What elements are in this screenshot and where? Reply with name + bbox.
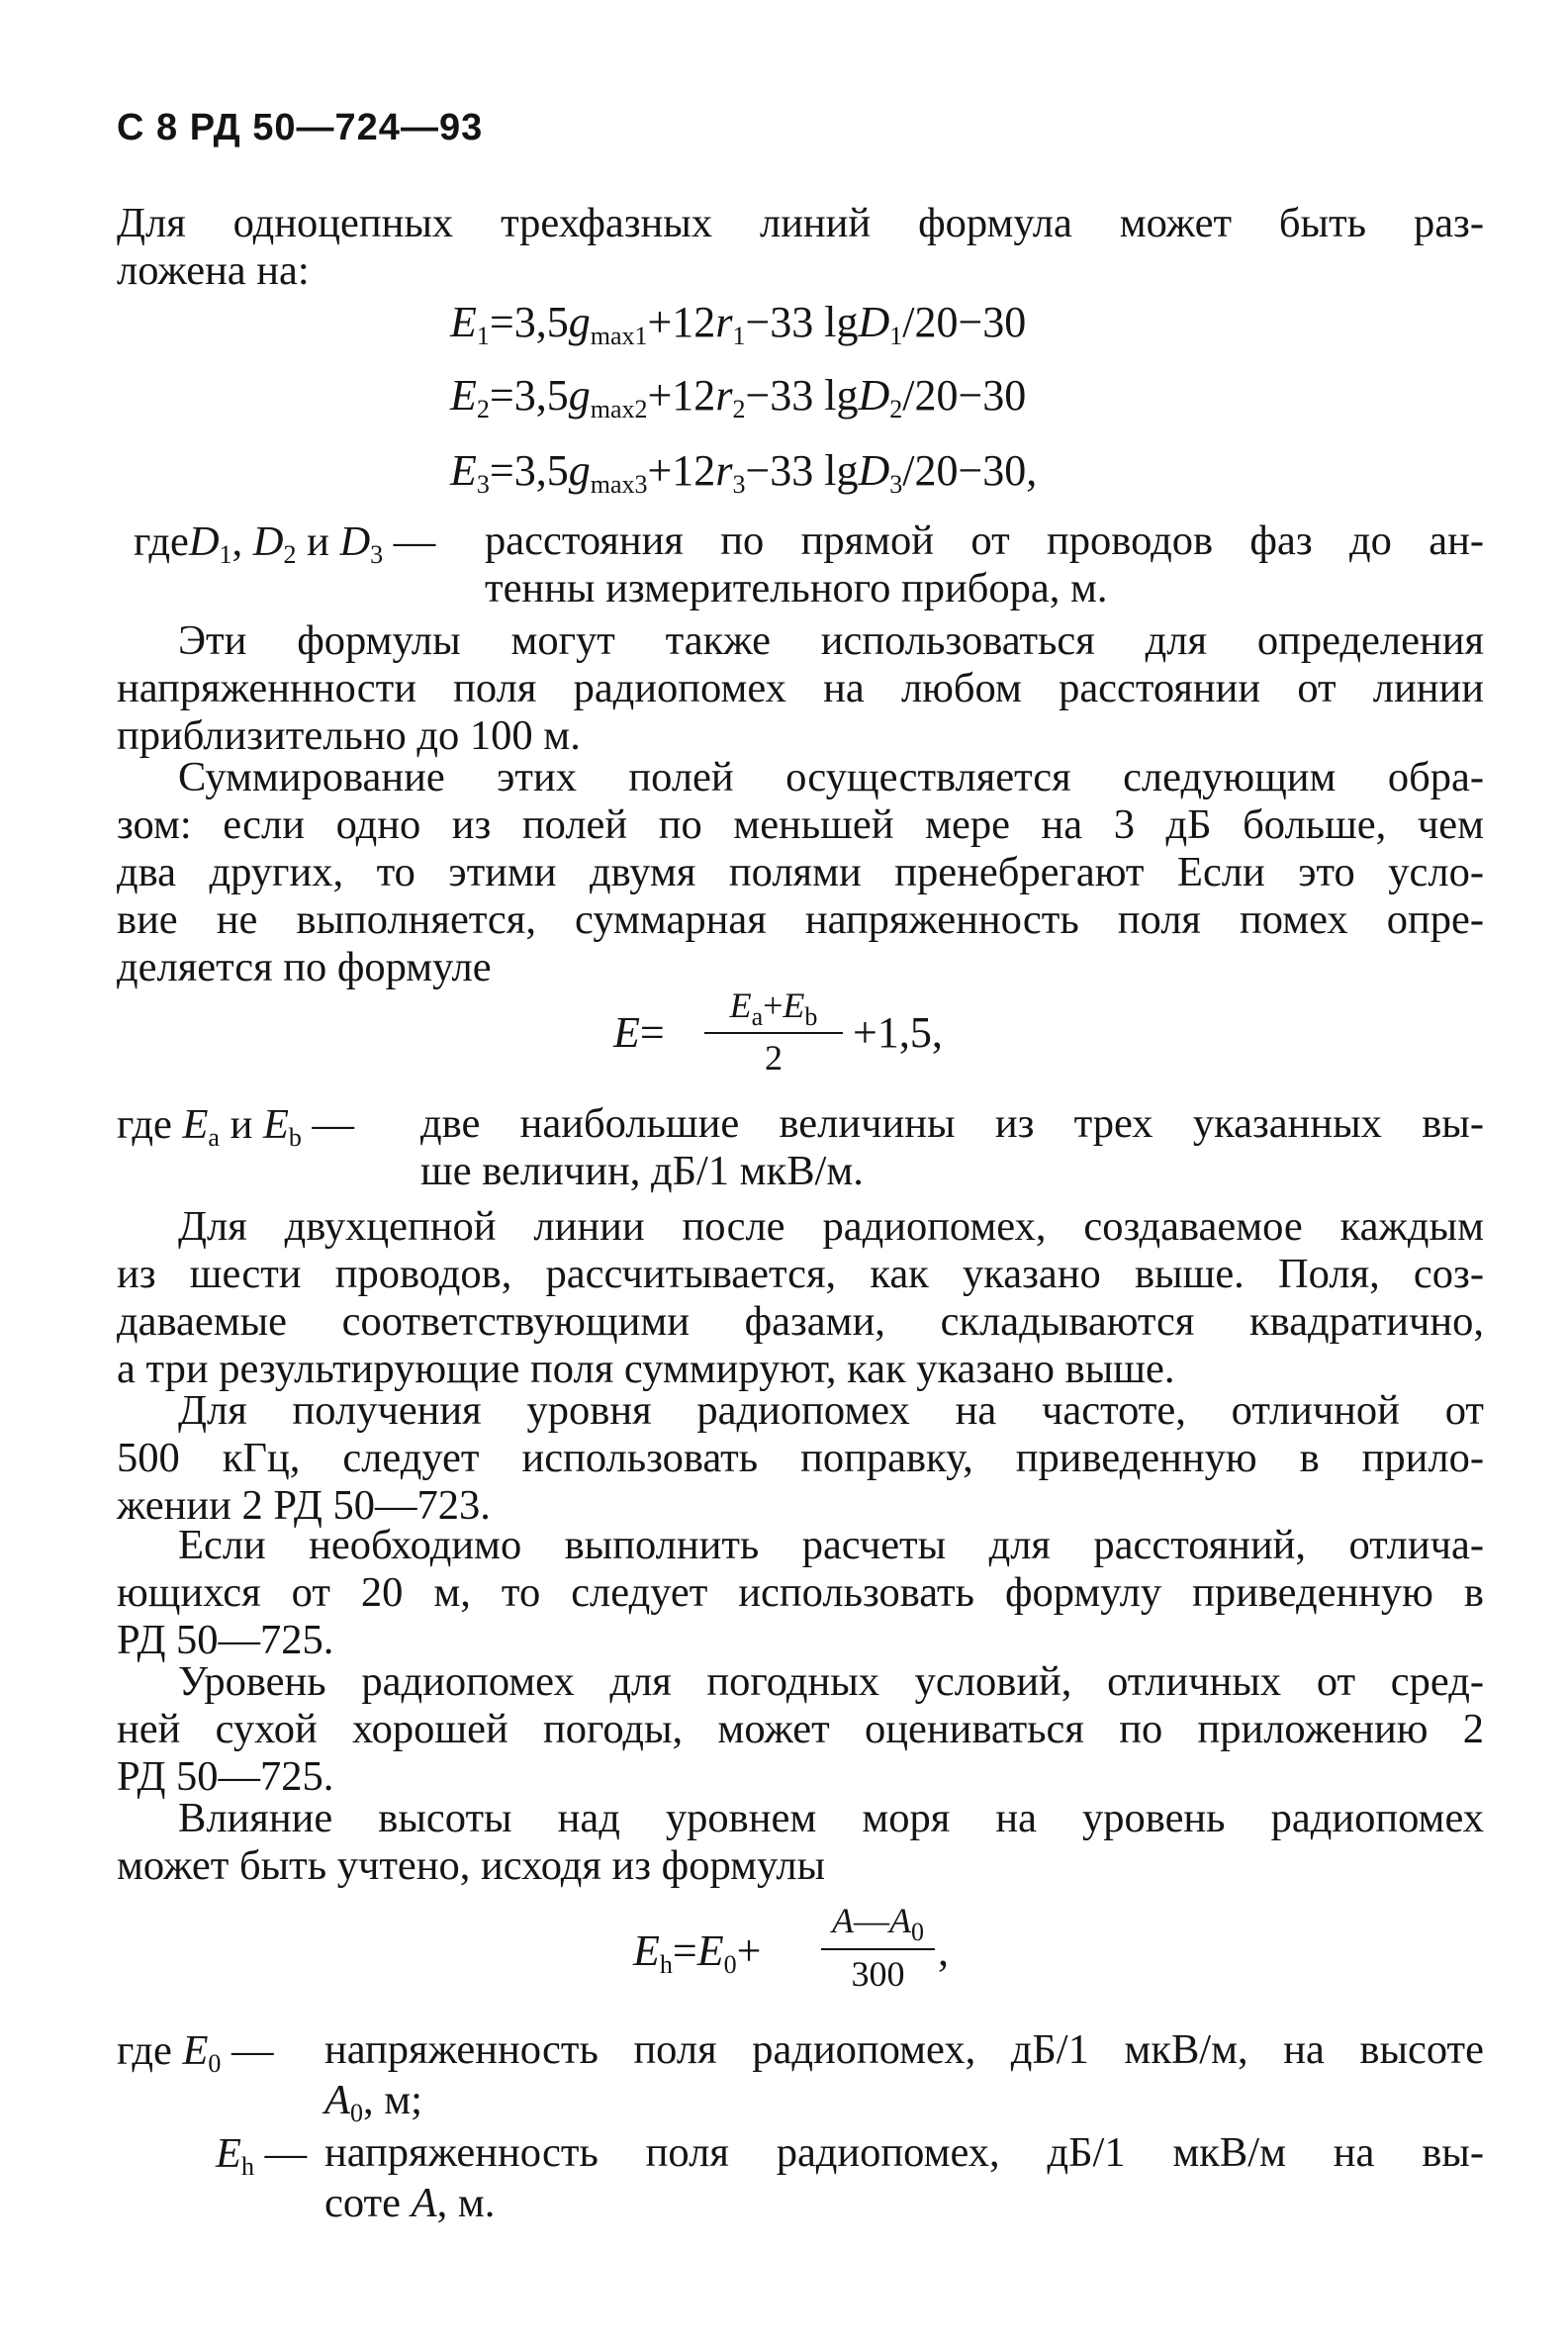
text-line: напряженнности поля радиопомех на любом расстоянии от линии (117, 665, 1484, 711)
text-line: ней сухой хорошей погоды, может оцениваться по приложению 2 (117, 1706, 1484, 1752)
formula-e3: $E_3=3,5g_{max3}+12r_3-33$ lgD$_3$/20−30, (450, 446, 1038, 499)
summation-paragraph (117, 754, 1484, 991)
text-line: приблизительно до 100 м. (117, 712, 581, 759)
where-eab-definition (420, 1100, 1484, 1195)
text-line: напряженность поля радиопомех, дБ/1 мкВ/м на вы- (324, 2129, 1484, 2176)
where-eh-definition (324, 2129, 1484, 2177)
text-line: Для одноцепных трехфазных линий формула может быть раз- (117, 200, 1484, 246)
fraction-bar (704, 1032, 843, 1034)
text-line: зом: если одно из полей по меньшей мере на 3 дБ больше, чем (117, 801, 1484, 848)
where-eab-label: где $E_a$ и $E_b$ — (117, 1101, 355, 1152)
text-line: расстояния по прямой от проводов фаз до ан- (485, 517, 1484, 564)
text-line: тенны измерительного прибора, м. (485, 565, 1108, 611)
fraction-numerator: $A—A_0$ (832, 1901, 924, 1946)
fraction-bar (821, 1948, 935, 1950)
weather-paragraph (117, 1658, 1484, 1801)
text-line: ложена на: (117, 247, 310, 294)
formulas-use-paragraph (117, 617, 1484, 760)
text-line: РД 50—725. (117, 1617, 334, 1663)
fraction-denominator: 300 (851, 1954, 905, 1994)
formula-e2: $E_2=3,5g_{max2}+12r_2-33$ lgD$_2$/20−30 (450, 371, 1027, 423)
document-page: С 8 РД 50—724—93 Для одноцепных трехфазных линий формула может быть раз- ложена на: $E_1=3,5g_{max1}+12r_1-33$ lgD$_1$/20−30 $E_2=3,5g_{max2}+12r_2-33$ lgD$_2$/20−30 $E_3=3,5g_{max3}+12r_3-33$ lgD$_3$/20−30, гдеD$_1$, $D_2$ и $D_3$ — расстояния по прямой от проводов фаз до ан- тенны измерительного прибора, м. Эти формулы могут также использоваться для определения напряженнности поля радиопомех на любом расстоянии от линии приблизительно до 100 м. Суммирование этих полей осуществляется следующим обра- зом: если одно из полей по меньшей мере на 3 дБ больше, чем два других, то этими двумя полями пренебрегают Если это усло- вие не выполняется, суммарная напряженность поля помех опре- деляется по формуле E= $E_a+E_b$ 2 +1,5, где $E_a$ и $E_b$ — две наибольшие величины из трех указанных вы- ше величин, дБ/1 мкВ/м. Для двухцепной линии после радиопомех, создаваемое каждым из шести проводов, рассчитывается, как указано выше. Поля, соз- даваемые соответствующими фазами, складываются квадратично, а три результирующие поля суммируют, как указано выше. Для получения уровня радиопомех на частоте, отличной от 500 кГц, следует использовать поправку, приведенную в прило- жении 2 РД 50—723. Если необходимо выполнить расчеты для расстояний, отлича- ющихся от 20 м, то следует использовать формулу приведенную в РД 50—725. Уровень радиопомех для погодных условий, отличных от сред- ней сухой хорошей погоды, может оцениваться по приложению 2 РД 50—725. Влияние высоты над уровнем моря на уровень радиопомех может быть учтено, исходя из формулы $E_h=E_0+$ $A—A_0$ 300 , где $E_0$ — напряженность поля радиопомех, дБ/1 мкВ/м, на высоте $A_0$, м; $E_h$ — напряженность поля радиопомех, дБ/1 мкВ/м на вы- соте A, м. (117, 107, 1484, 2226)
text-line: Уровень радиопомех для погодных условий, отличных от сред- (178, 1658, 1484, 1705)
where-eh-label: $E_h$ — (216, 2130, 308, 2181)
text-line: вие не выполняется, суммарная напряженность поля помех опре- (117, 896, 1484, 943)
text-line: Для двухцепной линии после радиопомех, создаваемое каждым (178, 1203, 1484, 1250)
text-line: ющихся от 20 м, то следует использовать формулу приведенную в (117, 1569, 1484, 1616)
altitude-paragraph (117, 1795, 1484, 1890)
where-e0-definition (324, 2026, 1484, 2074)
text-line: может быть учтено, исходя из формулы (117, 1842, 826, 1889)
text-line: Эти формулы могут также использоваться для определения (178, 617, 1484, 664)
text-line: 500 кГц, следует использовать поправку, приведенную в прило- (117, 1435, 1484, 1481)
text-line: Для получения уровня радиопомех на частоте, отличной от (178, 1387, 1484, 1434)
formula-e1: $E_1=3,5g_{max1}+12r_1-33$ lgD$_1$/20−30 (450, 298, 1027, 350)
intro-paragraph (117, 200, 1484, 295)
fraction-denominator: 2 (765, 1038, 783, 1078)
text-line: из шести проводов, рассчитывается, как указано выше. Поля, соз- (117, 1251, 1484, 1297)
double-circuit-paragraph (117, 1203, 1484, 1393)
where-d-label: гдеD$_1$, $D_2$ и $D_3$ — (134, 518, 436, 569)
text-line: даваемые соответствующими фазами, складываются квадратично, (117, 1298, 1484, 1345)
text-line: напряженность поля радиопомех, дБ/1 мкВ/м, на высоте (324, 2026, 1484, 2073)
text-line: Суммирование этих полей осуществляется следующим обра- (178, 754, 1484, 800)
fraction-numerator: $E_a+E_b$ (729, 985, 818, 1031)
text-line: жении 2 РД 50—723. (117, 1482, 491, 1529)
text-line: Влияние высоты над уровнем моря на уровень радиопомех (178, 1795, 1484, 1841)
text-line: деляется по формуле (117, 944, 492, 990)
text-line: РД 50—725. (117, 1753, 334, 1800)
text-line: а три результирующие поля суммируют, как указано выше. (117, 1346, 1175, 1392)
frequency-paragraph (117, 1387, 1484, 1530)
where-e0-line2: $A_0$, м; (324, 2077, 422, 2127)
text-line: два других, то этими двумя полями пренебрегают Если это усло- (117, 849, 1484, 895)
text-line: ше величин, дБ/1 мкВ/м. (420, 1148, 864, 1194)
where-eh-line2: соте A, м. (324, 2180, 496, 2226)
where-e0-label: где $E_0$ — (117, 2027, 274, 2078)
text-line: две наибольшие величины из трех указанных вы- (420, 1100, 1484, 1147)
distance-paragraph (117, 1522, 1484, 1664)
page-header-code: С 8 РД 50—724—93 (117, 107, 484, 148)
where-d-definition (485, 517, 1484, 612)
text-line: Если необходимо выполнить расчеты для расстояний, отлича- (178, 1522, 1484, 1568)
